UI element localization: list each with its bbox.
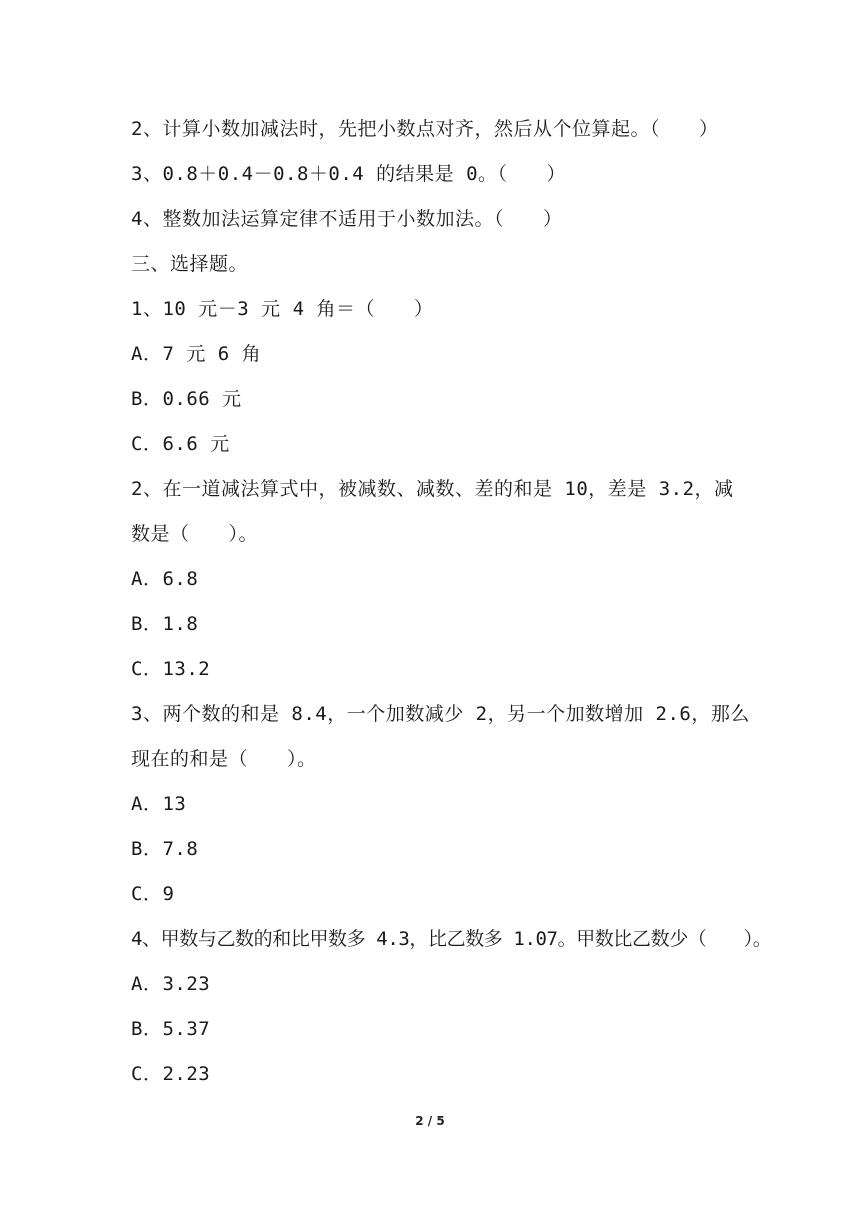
option-a: A．7 元 6 角 bbox=[131, 343, 262, 365]
section-heading: 三、选择题。 bbox=[131, 253, 249, 275]
question-stem: 2、在一道减法算式中，被减数、减数、差的和是 10，差是 3.2，减 bbox=[131, 478, 734, 500]
judgement-item: 3、0.8＋0.4－0.8＋0.4 的结果是 0。（ ） bbox=[131, 163, 567, 185]
option-b: B．1.8 bbox=[131, 613, 199, 635]
page-indicator: 2 / 5 bbox=[415, 1114, 445, 1128]
question-stem: 3、两个数的和是 8.4，一个加数减少 2，另一个加数增加 2.6，那么 bbox=[131, 703, 750, 725]
option-a: A．13 bbox=[131, 793, 187, 815]
option-c: C．13.2 bbox=[131, 658, 211, 680]
option-a: A．3.23 bbox=[131, 973, 211, 995]
question-stem-continued: 数是（ ）。 bbox=[131, 523, 259, 545]
option-c: C．6.6 元 bbox=[131, 433, 230, 455]
option-c: C．9 bbox=[131, 883, 175, 905]
question-stem: 1、10 元－3 元 4 角＝（ ） bbox=[131, 298, 434, 320]
option-b: B．5.37 bbox=[131, 1018, 211, 1040]
option-a: A．6.8 bbox=[131, 568, 199, 590]
option-b: B．7.8 bbox=[131, 838, 199, 860]
question-stem-continued: 现在的和是（ ）。 bbox=[131, 748, 317, 770]
judgement-item: 2、计算小数加减法时，先把小数点对齐，然后从个位算起。（ ） bbox=[131, 118, 719, 140]
option-c: C．2.23 bbox=[131, 1063, 211, 1085]
judgement-item: 4、整数加法运算定律不适用于小数加法。（ ） bbox=[131, 208, 563, 230]
option-b: B．0.66 元 bbox=[131, 388, 242, 410]
question-stem: 4、甲数与乙数的和比甲数多 4.3，比乙数多 1.07。甲数比乙数少（ ）。 bbox=[131, 928, 772, 950]
